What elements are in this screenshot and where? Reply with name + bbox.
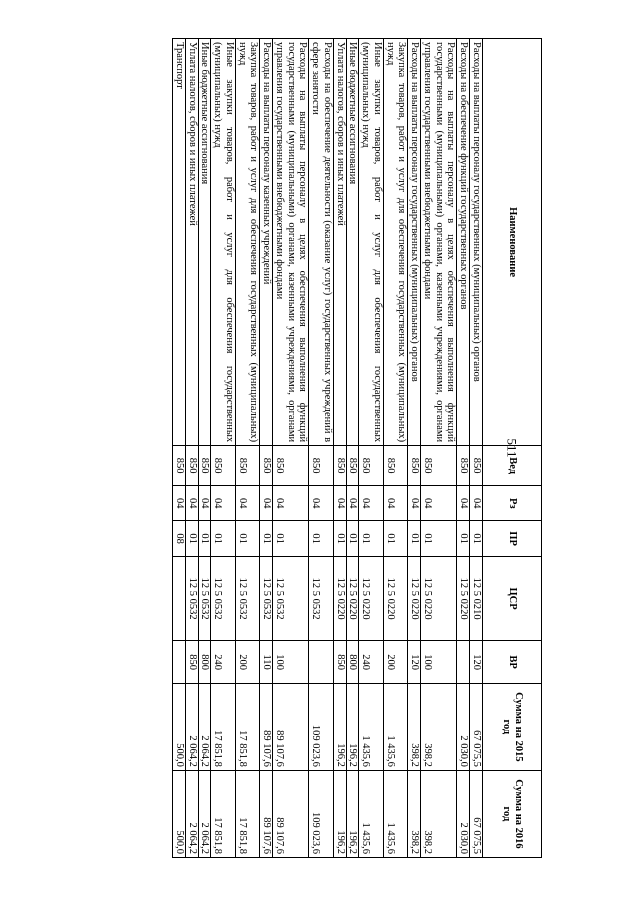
cell-rz: 04	[421, 486, 457, 521]
cell-vr	[457, 641, 470, 683]
cell-name: Расходы на выплаты персоналу государственных (муниципальных) органов	[408, 39, 421, 446]
rotated-table-area	[106, 38, 542, 858]
cell-vr: 800	[198, 641, 211, 683]
page-number: 511	[504, 438, 520, 458]
cell-ved: 850	[334, 446, 347, 486]
cell-pr: 01	[211, 521, 236, 556]
header-csr: ЦСР	[483, 556, 542, 641]
cell-ved: 850	[309, 446, 334, 486]
table-row	[408, 39, 421, 858]
cell-sum-2016: 89 107,6	[260, 770, 273, 857]
cell-csr: 12 5 0220	[334, 556, 347, 641]
cell-vr: 110	[260, 641, 273, 683]
cell-rz: 04	[186, 486, 199, 521]
cell-sum-2015: 2 064,2	[198, 683, 211, 770]
cell-ved: 850	[211, 446, 236, 486]
cell-csr: 12 5 0532	[186, 556, 199, 641]
table-row	[211, 39, 236, 858]
cell-pr: 01	[359, 521, 384, 556]
table-row	[359, 39, 384, 858]
cell-sum-2016: 196,2	[334, 770, 347, 857]
cell-vr: 850	[334, 641, 347, 683]
cell-pr: 01	[421, 521, 457, 556]
cell-vr: 200	[236, 641, 261, 683]
header-name: Наименование	[483, 39, 542, 446]
cell-ved: 850	[236, 446, 261, 486]
cell-sum-2016: 500,0	[173, 770, 186, 857]
cell-rz: 04	[236, 486, 261, 521]
cell-pr: 01	[384, 521, 409, 556]
cell-pr: 01	[334, 521, 347, 556]
cell-pr: 01	[457, 521, 470, 556]
cell-rz: 04	[260, 486, 273, 521]
header-ved: Вед	[483, 446, 542, 486]
cell-sum-2015: 89 107,6	[273, 683, 309, 770]
cell-sum-2016: 109 023,6	[309, 770, 334, 857]
cell-rz: 04	[211, 486, 236, 521]
cell-pr: 01	[273, 521, 309, 556]
cell-name: Расходы на выплаты персоналу в целях обеспечения выполнения функций государственными (муниципальными) органами, казенными учреждениями, органами управления государственными внебюджетными фондами	[421, 39, 457, 446]
table-row	[334, 39, 347, 858]
table-row	[273, 39, 309, 858]
cell-sum-2015: 2 030,0	[457, 683, 470, 770]
cell-vr: 120	[470, 641, 483, 683]
cell-ved: 850	[260, 446, 273, 486]
table-row	[236, 39, 261, 858]
cell-ved: 850	[186, 446, 199, 486]
cell-sum-2015: 109 023,6	[309, 683, 334, 770]
cell-sum-2016: 196,2	[346, 770, 359, 857]
cell-sum-2015: 500,0	[173, 683, 186, 770]
cell-name: Расходы на выплаты персоналу в целях обеспечения выполнения функций государственными (муниципальными) органами, казенными учреждениями, органами управления государственными внебюджетными фондами	[273, 39, 309, 446]
cell-csr: 12 5 0220	[457, 556, 470, 641]
table-row	[198, 39, 211, 858]
cell-vr: 240	[211, 641, 236, 683]
table-row	[470, 39, 483, 858]
cell-vr: 100	[421, 641, 457, 683]
cell-pr: 01	[186, 521, 199, 556]
cell-rz: 04	[408, 486, 421, 521]
header-sum-2015: Сумма на 2015 год	[483, 683, 542, 770]
cell-sum-2016: 17 851,8	[211, 770, 236, 857]
cell-ved: 850	[346, 446, 359, 486]
cell-csr: 12 5 0532	[236, 556, 261, 641]
cell-vr: 120	[408, 641, 421, 683]
header-pr: ПР	[483, 521, 542, 556]
table-row	[186, 39, 199, 858]
cell-ved: 850	[470, 446, 483, 486]
cell-vr: 200	[384, 641, 409, 683]
cell-rz: 04	[359, 486, 384, 521]
table-row	[346, 39, 359, 858]
header-sum-2016: Сумма на 2016 год	[483, 770, 542, 857]
cell-name: Иные закупки товаров, работ и услуг для обеспечения государственных (муниципальных) нужд	[359, 39, 384, 446]
cell-name: Расходы на обеспечение деятельности (оказание услуг) государственных учреждений в сфере занятости	[309, 39, 334, 446]
cell-sum-2015: 196,2	[346, 683, 359, 770]
cell-ved: 850	[359, 446, 384, 486]
table-row	[309, 39, 334, 858]
cell-sum-2015: 17 851,8	[211, 683, 236, 770]
cell-csr: 12 5 0220	[408, 556, 421, 641]
cell-sum-2015: 89 107,6	[260, 683, 273, 770]
cell-vr	[309, 641, 334, 683]
cell-sum-2015: 1 435,6	[359, 683, 384, 770]
cell-sum-2016: 398,2	[408, 770, 421, 857]
cell-csr: 12 5 0220	[359, 556, 384, 641]
table-row	[384, 39, 409, 858]
cell-pr: 01	[470, 521, 483, 556]
cell-pr: 01	[236, 521, 261, 556]
cell-name: Закупка товаров, работ и услуг для обеспечения государственных (муниципальных) нужд	[236, 39, 261, 446]
cell-sum-2015: 67 075,5	[470, 683, 483, 770]
cell-sum-2016: 1 435,6	[359, 770, 384, 857]
cell-sum-2016: 2 030,0	[457, 770, 470, 857]
cell-csr: 12 5 0220	[421, 556, 457, 641]
cell-name: Расходы на обеспечение функций государственных органов	[457, 39, 470, 446]
cell-pr: 01	[260, 521, 273, 556]
cell-name: Транспорт	[173, 39, 186, 446]
cell-sum-2016: 67 075,5	[470, 770, 483, 857]
cell-pr: 01	[408, 521, 421, 556]
cell-csr: 12 5 0532	[273, 556, 309, 641]
cell-rz: 04	[273, 486, 309, 521]
cell-pr: 01	[309, 521, 334, 556]
cell-vr: 800	[346, 641, 359, 683]
cell-vr: 850	[186, 641, 199, 683]
cell-sum-2016: 2 064,2	[198, 770, 211, 857]
cell-csr: 12 5 0220	[346, 556, 359, 641]
table-body	[173, 39, 483, 858]
cell-ved: 850	[408, 446, 421, 486]
cell-sum-2016: 89 107,6	[273, 770, 309, 857]
cell-sum-2015: 398,2	[421, 683, 457, 770]
cell-csr: 12 5 0532	[198, 556, 211, 641]
budget-table-container	[106, 38, 542, 858]
header-rz: Рз	[483, 486, 542, 521]
cell-sum-2015: 398,2	[408, 683, 421, 770]
budget-table	[172, 38, 542, 858]
table-row	[260, 39, 273, 858]
cell-name: Иные бюджетные ассигнования	[346, 39, 359, 446]
cell-ved: 850	[421, 446, 457, 486]
cell-rz: 04	[334, 486, 347, 521]
cell-csr: 12 5 0220	[384, 556, 409, 641]
cell-sum-2015: 196,2	[334, 683, 347, 770]
cell-csr: 12 5 0210	[470, 556, 483, 641]
cell-sum-2016: 398,2	[421, 770, 457, 857]
table-row	[173, 39, 186, 858]
cell-name: Закупка товаров, работ и услуг для обеспечения государственных (муниципальных) нужд	[384, 39, 409, 446]
cell-ved: 850	[273, 446, 309, 486]
cell-rz: 04	[173, 486, 186, 521]
cell-ved: 850	[384, 446, 409, 486]
cell-csr: 12 5 0532	[260, 556, 273, 641]
cell-sum-2015: 17 851,8	[236, 683, 261, 770]
cell-vr: 100	[273, 641, 309, 683]
cell-rz: 04	[198, 486, 211, 521]
cell-csr: 12 5 0532	[309, 556, 334, 641]
cell-pr: 01	[346, 521, 359, 556]
cell-pr: 08	[173, 521, 186, 556]
cell-sum-2015: 1 435,6	[384, 683, 409, 770]
cell-sum-2016: 1 435,6	[384, 770, 409, 857]
cell-rz: 04	[346, 486, 359, 521]
cell-sum-2015: 2 064,2	[186, 683, 199, 770]
header-row	[483, 39, 542, 858]
cell-name: Иные бюджетные ассигнования	[198, 39, 211, 446]
cell-rz: 04	[384, 486, 409, 521]
cell-pr: 01	[198, 521, 211, 556]
cell-rz: 04	[309, 486, 334, 521]
cell-name: Уплата налогов, сборов и иных платежей	[334, 39, 347, 446]
cell-ved: 850	[198, 446, 211, 486]
cell-csr: 12 5 0532	[211, 556, 236, 641]
cell-name: Уплата налогов, сборов и иных платежей	[186, 39, 199, 446]
cell-name: Расходы на выплаты персоналу государственных (муниципальных) органов	[470, 39, 483, 446]
cell-csr	[173, 556, 186, 641]
table-row	[457, 39, 470, 858]
cell-vr	[173, 641, 186, 683]
cell-ved: 850	[173, 446, 186, 486]
cell-sum-2016: 17 851,8	[236, 770, 261, 857]
cell-name: Иные закупки товаров, работ и услуг для обеспечения государственных (муниципальных) нужд	[211, 39, 236, 446]
header-vr: ВР	[483, 641, 542, 683]
cell-rz: 04	[457, 486, 470, 521]
cell-name: Расходы на выплаты персоналу казенных учреждений	[260, 39, 273, 446]
table-row	[421, 39, 457, 858]
cell-vr: 240	[359, 641, 384, 683]
cell-ved: 850	[457, 446, 470, 486]
cell-rz: 04	[470, 486, 483, 521]
cell-sum-2016: 2 064,2	[186, 770, 199, 857]
